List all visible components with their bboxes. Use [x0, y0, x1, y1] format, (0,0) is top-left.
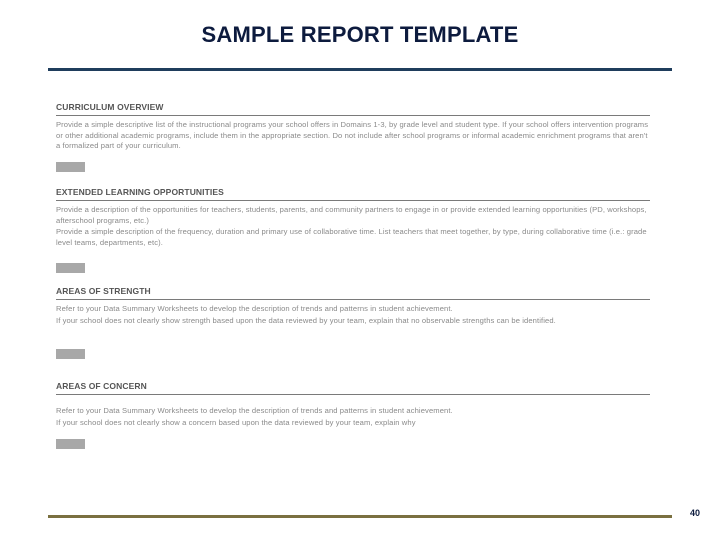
slide-title: SAMPLE REPORT TEMPLATE	[201, 22, 519, 47]
placeholder-box	[56, 162, 85, 172]
placeholder-box	[56, 263, 85, 273]
section-heading: CURRICULUM OVERVIEW	[56, 102, 650, 116]
section-text: Refer to your Data Summary Worksheets to develop the description of trends and patterns in student achievement.	[56, 304, 453, 313]
section-heading: AREAS OF STRENGTH	[56, 286, 650, 300]
title-divider	[48, 68, 672, 71]
section-areas-of-concern	[56, 381, 650, 428]
footer-divider	[48, 515, 672, 518]
section-areas-of-strength	[56, 286, 650, 326]
section-text: Provide a simple description of the frequency, duration and primary use of collaborative time. List teachers that meet together, by type, during collaborative time (i.e.: grade level teams, departments, etc).	[56, 227, 647, 247]
placeholder-box	[56, 349, 85, 359]
placeholder-box	[56, 439, 85, 449]
section-text: Provide a description of the opportunities for teachers, students, parents, and community partners to engage in or provide extended learning opportunities (PD, workshops, afterschool programs, etc.)	[56, 205, 647, 225]
section-text: Provide a simple descriptive list of the instructional programs your school offers in Domains 1-3, by grade level and student type. If your school offers intervention programs or other additional academic programs, include them in the appropriate section. Do not include after school programs or informal academic enrichment programs that aren't a formalized part of your curriculum.	[56, 120, 649, 150]
section-extended-learning	[56, 187, 650, 248]
section-text: If your school does not clearly show a concern based upon the data reviewed by your team, explain why	[56, 417, 416, 427]
section-curriculum-overview	[56, 102, 650, 152]
section-heading: AREAS OF CONCERN	[56, 381, 650, 395]
section-text: Refer to your Data Summary Worksheets to develop the description of trends and patterns in student achievement.	[56, 406, 453, 415]
section-heading: EXTENDED LEARNING OPPORTUNITIES	[56, 187, 650, 201]
section-text: If your school does not clearly show strength based upon the data reviewed by your team, explain that no observable strengths can be identified.	[56, 315, 556, 325]
page-number: 40	[690, 508, 701, 518]
